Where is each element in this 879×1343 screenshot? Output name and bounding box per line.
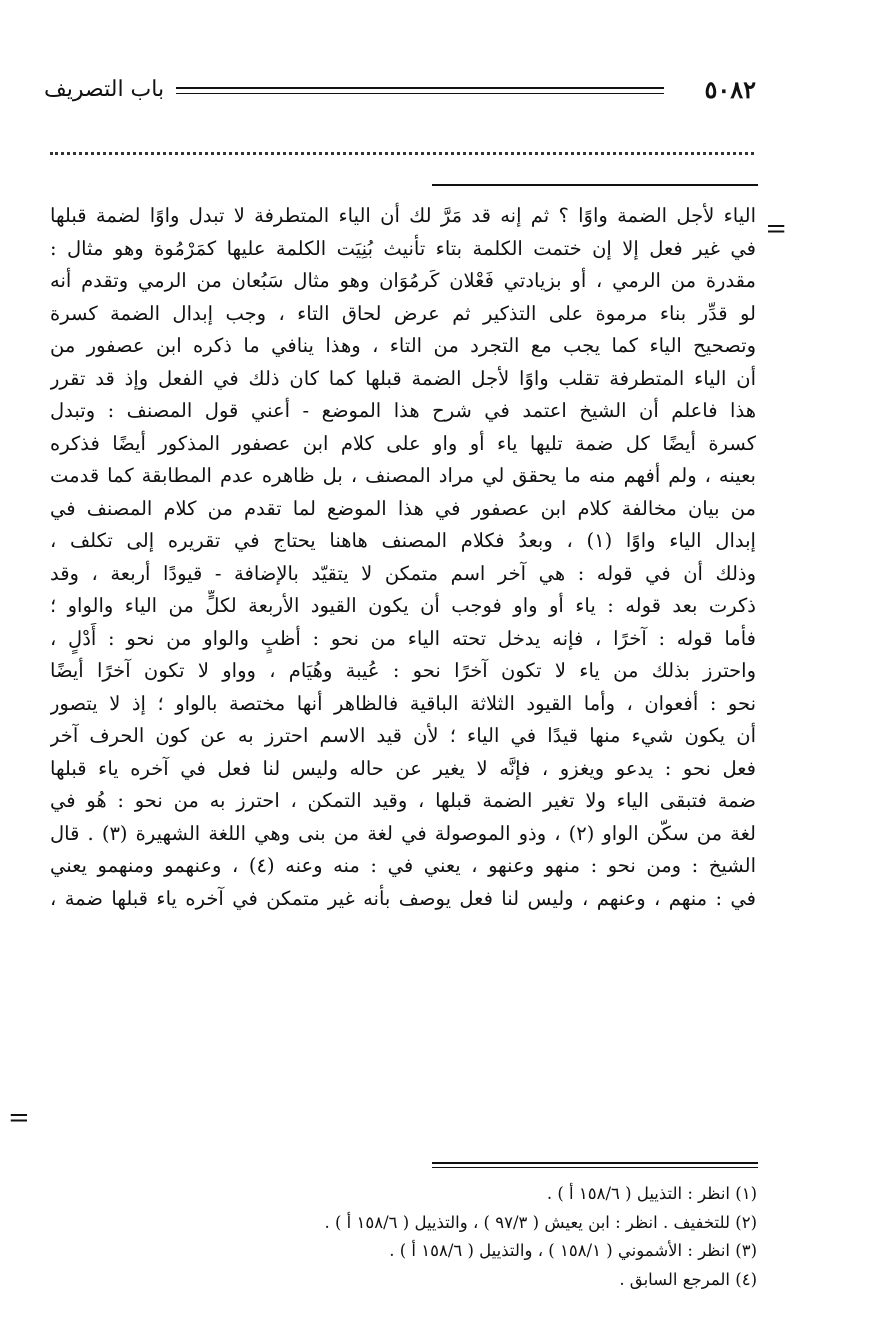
chapter-title: باب التصريف [44,77,165,102]
body-line: من بيان مخالفة كلام ابن عصفور في هذا الموضع لما تقدم من كلام المصنف في [50,496,756,520]
body-line: الياء لأجل الضمة واوًا ؟ ثم إنه قد مَرَّ لك أن الياء المتطرفة لا تبدل واوًا لضمة قبلها [50,204,756,227]
body-line: الشيخ : ومن نحو : منهو وعنهو ، يعني في : منه وعنه (٤) ، وعنهمو ومنهمو يعني [50,854,756,877]
header-rule [176,87,664,89]
footnote-rule [432,1162,758,1164]
footnote: (٣) انظر : الأشموني ( ١٥٨/١ ) ، والتذييل ( ١٥٨/٦ أ ) . [389,1241,757,1260]
body-line: أن يكون شيء منها قيدًا في الياء ؛ لأن قيد الاسم احترز به عن كون الحرف آخر [50,724,756,747]
body-line: واحترز بذلك من ياء لا تكون آخرًا نحو : عُيبة وهُيَام ، وواو لا تكون آخرًا أيضًا [50,659,756,682]
body-line: مقدرة من الرمي ، أو بزيادتي فَعْلان كَرمُوَان وهو مثال سَبُعان من الرمي وتقدم أنه [50,269,756,292]
body-line: بعينه ، ولم أفهم منه ما يحقق لي مراد المصنف ، بل ظاهره عدم المطابقة كما قدمت [50,464,756,487]
continuation-marker-end: = [8,1103,30,1133]
body-line: هذا فاعلم أن الشيخ اعتمد في شرح هذا الموضع - أعني قول المصنف : وتبدل [50,399,756,422]
body-line: في غير فعل إلا إن ختمت الكلمة بتاء تأنيث بُنِيَت الكلمة عليها كمَرْمُوة وهو مثال : [50,236,756,260]
header-rule-thin [176,93,664,94]
body-line: نحو : أفعوان ، وأما القيود الثلاثة الباقية فالظاهر أنها مختصة بالواو ؛ إذ لا يتصور [50,691,756,715]
commentary-rule [432,184,758,186]
body-line: كسرة أيضًا كل ضمة تليها ياء أو واو على كلام ابن عصفور المذكور أيضًا فذكره [50,431,756,455]
body-line: فعل نحو : يدعو ويغزو ، فإنَّه لا يغير عن حاله وليس لنا فعل في آخره ياء قبلها [50,756,756,780]
footnote: (٢) للتخفيف . انظر : ابن يعيش ( ٩٧/٣ ) ، والتذييل ( ١٥٨/٦ أ ) . [324,1212,757,1232]
body-line: لو قدِّر بناء مرموة على التذكير ثم عرض لحاق التاء ، وجب إبدال الضمة كسرة [50,301,756,325]
footnote: (١) انظر : التذييل ( ١٥٨/٦ أ ) . [546,1184,757,1203]
footnotes [117,1180,757,1294]
continuation-marker-start: = [765,214,787,244]
body-line: لغة من سكّن الواو (٢) ، وذو الموصولة في لغة من بنى وهي اللغة الشهيرة (٣) . قال [50,821,756,845]
body-line: أن الياء المتطرفة تقلب واوًا لأجل الضمة قبلها كما كان ذلك في الفعل وإذ قد تقرر [50,366,756,390]
footnote: (٤) المرجع السابق . [619,1269,757,1289]
running-header [44,70,756,110]
body-line: ضمة فتبقى الياء ولا تغير الضمة قبلها ، وقيد التمكن ، احترز به من نحو : هُو في [50,789,756,812]
footnote-rule-thin [432,1167,758,1168]
body-line: وذلك أن في قوله : هي آخر اسم متمكن لا يتقيّد بالإضافة - قيودًا أربعة ، وقد [50,561,756,585]
body-line: ذكرت بعد قوله : ياء أو واو فوجب أن يكون القيود الأربعة لكلٍّ من الياء والواو ؛ [50,594,756,617]
body-line: وتصحيح الياء كما يجب مع التجرد من التاء ، وهذا ينافي ما ذكره ابن عصفور من [50,334,756,357]
body-line: إبدال الياء واوًا (١) ، وبعدُ فكلام المصنف هاهنا يحتاج في تقريره إلى تكلف ، [50,529,756,552]
body-text [50,200,756,915]
body-line: في : منهم ، وعنهم ، وليس لنا فعل يوصف بأنه غير متمكن في آخره ياء قبلها ضمة ، [50,886,756,910]
page-number: ٥٠٨٢ [704,75,756,104]
body-line: فأما قوله : آخرًا ، فإنه يدخل تحته الياء من نحو : أظبٍ والواو من نحو : أَدْلٍ ، [50,626,756,650]
dotted-separator [50,140,754,155]
